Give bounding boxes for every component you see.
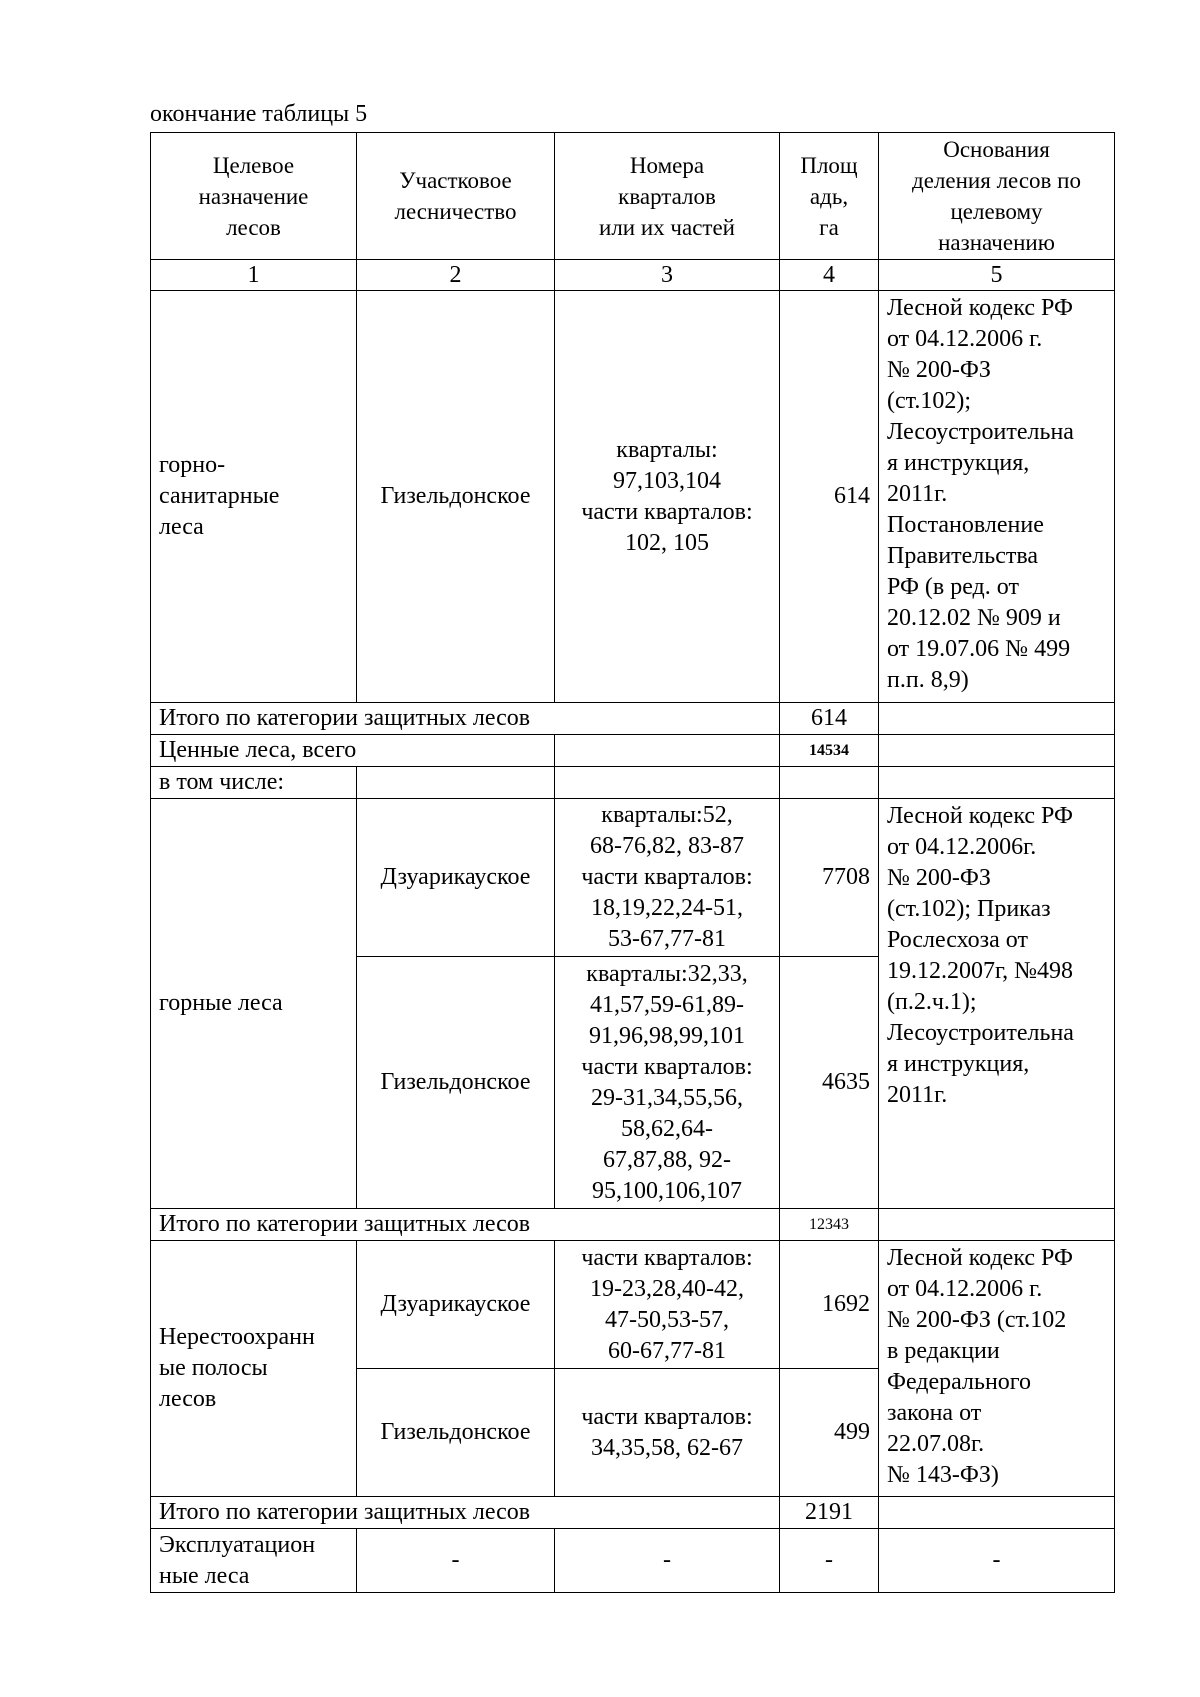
total-area: 12343: [780, 1209, 879, 1241]
total-row: [151, 703, 1115, 735]
area-cell: 614: [780, 291, 879, 703]
including-label: в том числе:: [151, 767, 357, 799]
basis-cell: Лесной кодекс РФ от 04.12.2006 г. № 200-ФЗ (ст.102); Лесоустроительна я инструкция, 2011г. Постановление Правительства РФ (в ред. от 20.12.02 № 909 и от 19.07.06 № 499 п.п. 8,9): [879, 291, 1115, 703]
area-cell: 499: [780, 1369, 879, 1497]
empty-cell: [879, 703, 1115, 735]
quarters-cell: кварталы: 97,103,104 части кварталов: 102, 105: [555, 291, 780, 703]
valuable-area: 14534: [780, 735, 879, 767]
column-number: 4: [780, 260, 879, 291]
empty-cell: [879, 767, 1115, 799]
purpose-cell: Нерестоохранн ые полосы лесов: [151, 1241, 357, 1497]
column-number: 1: [151, 260, 357, 291]
district-cell: -: [357, 1529, 555, 1593]
quarters-cell: части кварталов: 34,35,58, 62-67: [555, 1369, 780, 1497]
header-quarters: Номера кварталов или их частей: [555, 133, 780, 260]
table-row: [151, 1241, 1115, 1369]
table-row: [151, 767, 1115, 799]
empty-cell: [879, 1209, 1115, 1241]
empty-cell: [780, 767, 879, 799]
quarters-cell: -: [555, 1529, 780, 1593]
total-area: 2191: [780, 1497, 879, 1529]
quarters-cell: кварталы:52, 68-76,82, 83-87 части кварталов: 18,19,22,24-51, 53-67,77-81: [555, 799, 780, 957]
table-row: [151, 735, 1115, 767]
area-cell: -: [780, 1529, 879, 1593]
district-cell: Гизельдонское: [357, 957, 555, 1209]
basis-cell: Лесной кодекс РФ от 04.12.2006г. № 200-ФЗ (ст.102); Приказ Рослесхоза от 19.12.2007г, №498 (п.2.ч.1); Лесоустроительна я инструкция, 2011г.: [879, 799, 1115, 1209]
total-label: Итого по категории защитных лесов: [151, 703, 780, 735]
district-cell: Дзуарикауское: [357, 1241, 555, 1369]
area-cell: 4635: [780, 957, 879, 1209]
header-row: [151, 133, 1115, 260]
area-cell: 7708: [780, 799, 879, 957]
empty-cell: [879, 735, 1115, 767]
basis-cell: Лесной кодекс РФ от 04.12.2006 г. № 200-ФЗ (ст.102 в редакции Федерального закона от 22.07.08г. № 143-ФЗ): [879, 1241, 1115, 1497]
empty-cell: [357, 767, 555, 799]
empty-cell: [555, 767, 780, 799]
forest-purpose-table: [150, 132, 1115, 1593]
total-area: 614: [780, 703, 879, 735]
header-basis: Основания деления лесов по целевому назначению: [879, 133, 1115, 260]
purpose-cell: горно- санитарные леса: [151, 291, 357, 703]
table-row: [151, 799, 1115, 957]
header-area: Площ адь, га: [780, 133, 879, 260]
quarters-cell: части кварталов: 19-23,28,40-42, 47-50,53-57, 60-67,77-81: [555, 1241, 780, 1369]
quarters-cell: кварталы:32,33, 41,57,59-61,89- 91,96,98,99,101 части кварталов: 29-31,34,55,56, 58,62,64- 67,87,88, 92- 95,100,106,107: [555, 957, 780, 1209]
district-cell: Гизельдонское: [357, 291, 555, 703]
column-number: 5: [879, 260, 1115, 291]
header-purpose: Целевое назначение лесов: [151, 133, 357, 260]
district-cell: Дзуарикауское: [357, 799, 555, 957]
valuable-label: Ценные леса, всего: [151, 735, 555, 767]
area-cell: 1692: [780, 1241, 879, 1369]
purpose-cell: Эксплуатацион ные леса: [151, 1529, 357, 1593]
purpose-cell: горные леса: [151, 799, 357, 1209]
table-caption: окончание таблицы 5: [150, 101, 368, 127]
header-district: Участковое лесничество: [357, 133, 555, 260]
total-row: [151, 1209, 1115, 1241]
column-number: 3: [555, 260, 780, 291]
empty-cell: [879, 1497, 1115, 1529]
column-number-row: [151, 260, 1115, 291]
column-number: 2: [357, 260, 555, 291]
table-row: [151, 1529, 1115, 1593]
basis-cell: -: [879, 1529, 1115, 1593]
table-row: [151, 291, 1115, 703]
total-label: Итого по категории защитных лесов: [151, 1497, 780, 1529]
total-label: Итого по категории защитных лесов: [151, 1209, 780, 1241]
empty-cell: [555, 735, 780, 767]
total-row: [151, 1497, 1115, 1529]
district-cell: Гизельдонское: [357, 1369, 555, 1497]
